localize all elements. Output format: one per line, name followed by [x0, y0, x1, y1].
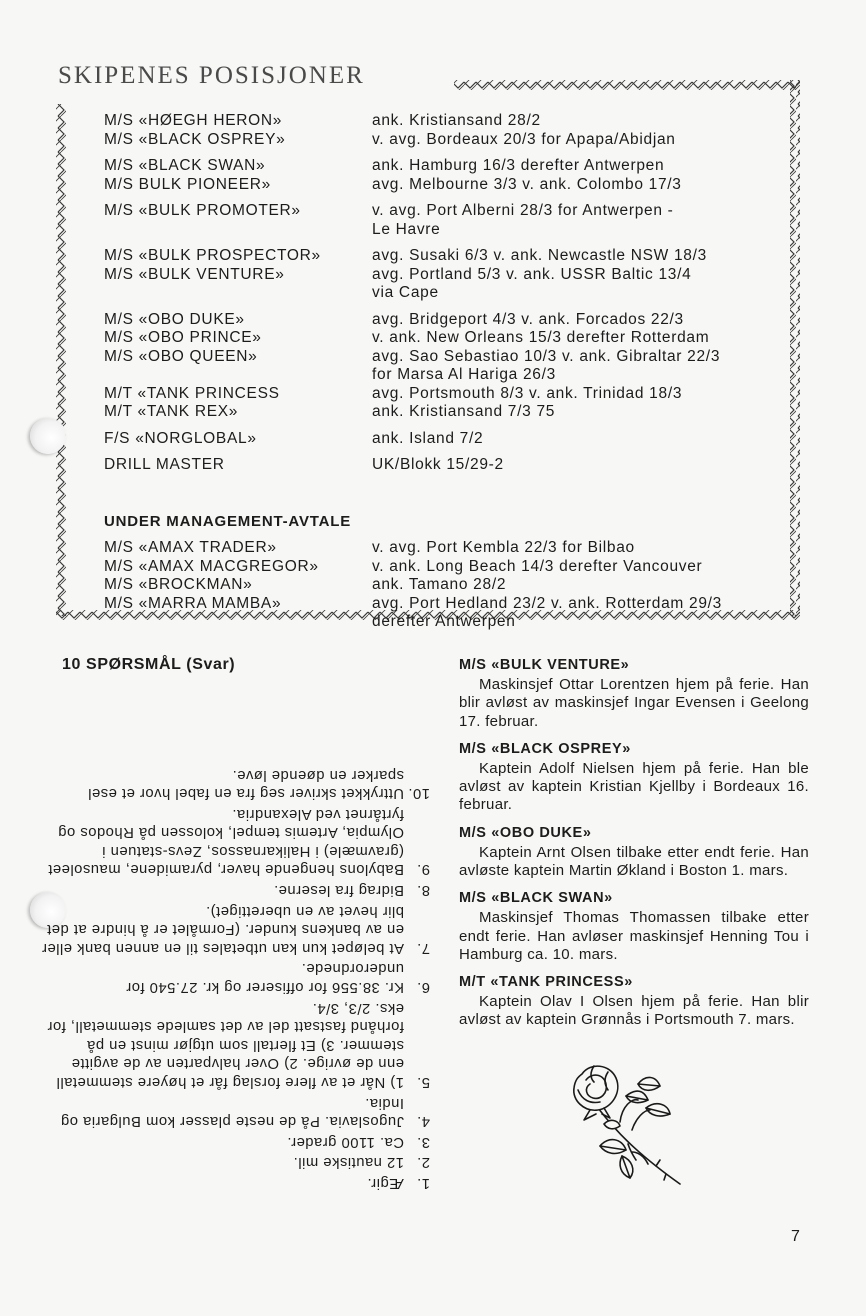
- answer-text: Bidrag fra leserne.: [273, 882, 404, 899]
- position-row: [104, 430, 794, 449]
- management-row: [104, 558, 794, 577]
- news-body: Kaptein Arnt Olsen tilbake etter endt ferie. Han avløste kaptein Martin Økland i Boston 1. mars.: [459, 843, 809, 880]
- answer-item: [40, 765, 430, 802]
- position-row: [104, 112, 794, 131]
- answer-number: 9.: [416, 861, 430, 878]
- answer-item: [40, 1132, 430, 1151]
- ship-name: M/T «TANK PRINCESS: [104, 384, 280, 402]
- management-row: [104, 576, 794, 595]
- ship-position: avg. Melbourne 3/3 v. ank. Colombo 17/3: [372, 175, 682, 193]
- answer-number: 3.: [416, 1133, 430, 1150]
- ship-position: ank. Kristiansand 7/3 75: [372, 403, 556, 420]
- ship-name: M/S «OBO PRINCE»: [104, 329, 262, 346]
- answer-number: 6.: [416, 979, 430, 996]
- answer-text: 1) Når et av flere forslag får et høyere stemmetall enn de øvrige. 2) Over halvparten av de avgitte stemmer. 3) Et flertall som utgjør minst en på forhånd fastsatt del av det samlede stemmetall, for eks. 2/3, 3/4.: [47, 999, 404, 1091]
- answer-number: 1.: [416, 1175, 430, 1191]
- answer-item: [40, 959, 430, 996]
- news-item: [459, 973, 809, 1030]
- answer-text: Uttrykket skriver seg fra en fabel hvor et esel sparker en døende løve.: [87, 766, 404, 802]
- answer-number: 7.: [416, 939, 430, 956]
- position-row: [104, 348, 794, 385]
- rose-icon: [560, 1060, 700, 1190]
- answer-item: [40, 901, 430, 957]
- binder-hole-icon: [30, 418, 66, 454]
- ship-name: M/S «BULK VENTURE»: [104, 265, 285, 283]
- ship-position: v. avg. Port Kembla 22/3 for Bilbao: [372, 539, 635, 556]
- ship-position: UK/Blokk 15/29-2: [372, 456, 504, 473]
- answer-item: [40, 1153, 430, 1172]
- answer-number: 5.: [416, 1074, 430, 1091]
- ship-position: avg. Sao Sebastiao 10/3 v. ank. Gibraltar 22/3 for Marsa Al Hariga 26/3: [372, 347, 721, 383]
- page-title: SKIPENES POSISJONER: [58, 62, 365, 89]
- ship-position: avg. Susaki 6/3 v. ank. Newcastle NSW 18/3: [372, 247, 707, 264]
- ship-position: ank. Tamano 28/2: [372, 576, 507, 593]
- answer-number: 8.: [416, 882, 430, 899]
- management-row: [104, 539, 794, 558]
- ship-name: M/S «AMAX TRADER»: [104, 539, 277, 556]
- answer-text: At beløpet kun kan utbetales til en annen bank eller en av bankens kunder. (Formålet er å hindre at det blir hevet av en uberettiget).: [41, 902, 404, 956]
- position-row: [104, 247, 794, 266]
- ship-name: M/S «BULK PROSPECTOR»: [104, 247, 321, 264]
- answer-number: 4.: [416, 1113, 430, 1130]
- ship-name: M/S BULK PIONEER»: [104, 175, 271, 193]
- ship-name: M/S «BROCKMAN»: [104, 576, 253, 593]
- questions-title: 10 SPØRSMÅL (Svar): [62, 656, 236, 673]
- ship-position: avg. Portsmouth 8/3 v. ank. Trinidad 18/3: [372, 384, 683, 402]
- ship-position: ank. Hamburg 16/3 derefter Antwerpen: [372, 157, 665, 174]
- ship-position: avg. Portland 5/3 v. ank. USSR Baltic 13/4 via Cape: [372, 265, 692, 301]
- position-row: [104, 131, 794, 150]
- ship-name: M/S «OBO DUKE»: [104, 310, 245, 328]
- answer-item: [40, 1093, 430, 1130]
- ship-name: M/S «BLACK SWAN»: [104, 157, 266, 174]
- answer-text: Babylons hengende haver, pyramidene, mausoleet (gravmæle) i Halikarnassos, Zevs-statuen i Olympia, Artemis tempel, kolossen på Rhodos og fyrtårnet ved Alexandria.: [47, 805, 404, 878]
- ship-name: M/T «TANK REX»: [104, 403, 239, 420]
- position-row: [104, 157, 794, 176]
- position-row: [104, 266, 794, 303]
- ship-position: v. avg. Port Alberni 28/3 for Antwerpen - Le Havre: [372, 202, 674, 238]
- position-row: [104, 329, 794, 348]
- management-row: [104, 595, 794, 632]
- ship-name: M/S «MARRA MAMBA»: [104, 594, 282, 612]
- answer-number: 10.: [407, 785, 430, 802]
- ship-position: avg. Port Hedland 23/2 v. ank. Rotterdam 29/3 derefter Antwerpen: [372, 594, 723, 630]
- ship-position: v. ank. New Orleans 15/3 derefter Rotterdam: [372, 329, 710, 346]
- news-body: Maskinsjef Ottar Lorentzen hjem på ferie. Han blir avløst av maskinsjef Ingar Evensen i Geelong 17. februar.: [459, 676, 809, 730]
- ship-position: v. avg. Bordeaux 20/3 for Apapa/Abidjan: [372, 130, 676, 148]
- position-row: [104, 385, 794, 404]
- answer-text: 12 nautiske mil.: [293, 1154, 404, 1171]
- answer-item: [40, 804, 430, 878]
- answer-text: Jugoslavia. På de neste plasser kom Bulgaria og India.: [60, 1094, 404, 1130]
- ship-position: ank. Island 7/2: [372, 429, 484, 447]
- answer-text: Ægir.: [366, 1175, 404, 1191]
- position-row: [104, 202, 794, 239]
- crew-news: [459, 656, 809, 1039]
- answer-item: [40, 998, 430, 1091]
- news-body: Kaptein Olav I Olsen hjem på ferie. Han blir avløst av kaptein Grønnås i Portsmouth 7. mars.: [459, 993, 809, 1029]
- news-item: [459, 824, 809, 881]
- ship-name: F/S «NORGLOBAL»: [104, 429, 257, 447]
- management-heading: UNDER MANAGEMENT-AVTALE: [104, 512, 352, 530]
- page-number: 7: [791, 1228, 800, 1245]
- news-item: [459, 889, 809, 964]
- answer-item: [40, 881, 430, 900]
- ship-name: M/S «BULK PROMOTER»: [104, 202, 301, 219]
- answer-text: Ca. 1100 grader.: [286, 1133, 404, 1150]
- answer-item: [40, 1173, 430, 1192]
- ship-position: ank. Kristiansand 28/2: [372, 112, 541, 129]
- ship-name: DRILL MASTER: [104, 456, 225, 473]
- answers-upside-down: [40, 763, 430, 1192]
- news-heading: M/S «BLACK SWAN»: [459, 890, 613, 907]
- news-body: Maskinsjef Thomas Thomassen tilbake etter endt ferie. Han avløser maskinsjef Henning Tou i Hamburg ca. 10. mars.: [459, 909, 809, 963]
- ship-position: v. ank. Long Beach 14/3 derefter Vancouver: [372, 557, 703, 575]
- ship-positions-list: [104, 112, 794, 632]
- ship-name: M/S «HØEGH HERON»: [104, 112, 283, 129]
- position-row: [104, 456, 794, 475]
- position-row: [104, 403, 794, 422]
- ship-name: M/S «AMAX MACGREGOR»: [104, 557, 319, 575]
- answer-number: 2.: [416, 1154, 430, 1171]
- news-heading: M/S «BULK VENTURE»: [459, 657, 630, 673]
- news-item: [459, 656, 809, 731]
- news-heading: M/S «BLACK OSPREY»: [459, 740, 631, 757]
- news-heading: M/T «TANK PRINCESS»: [459, 974, 633, 991]
- position-row: [104, 311, 794, 330]
- news-heading: M/S «OBO DUKE»: [459, 824, 592, 841]
- position-row: [104, 176, 794, 195]
- ship-name: M/S «OBO QUEEN»: [104, 347, 258, 365]
- news-item: [459, 740, 809, 815]
- ship-position: avg. Bridgeport 4/3 v. ank. Forcados 22/3: [372, 310, 684, 328]
- ship-name: M/S «BLACK OSPREY»: [104, 130, 286, 148]
- news-body: Kaptein Adolf Nielsen hjem på ferie. Han ble avløst av kaptein Kristian Kjellby i Bordeaux 16. februar.: [459, 760, 809, 814]
- answer-text: Kr. 38.556 for offiserer og kr. 27.540 for underordnede.: [125, 960, 404, 996]
